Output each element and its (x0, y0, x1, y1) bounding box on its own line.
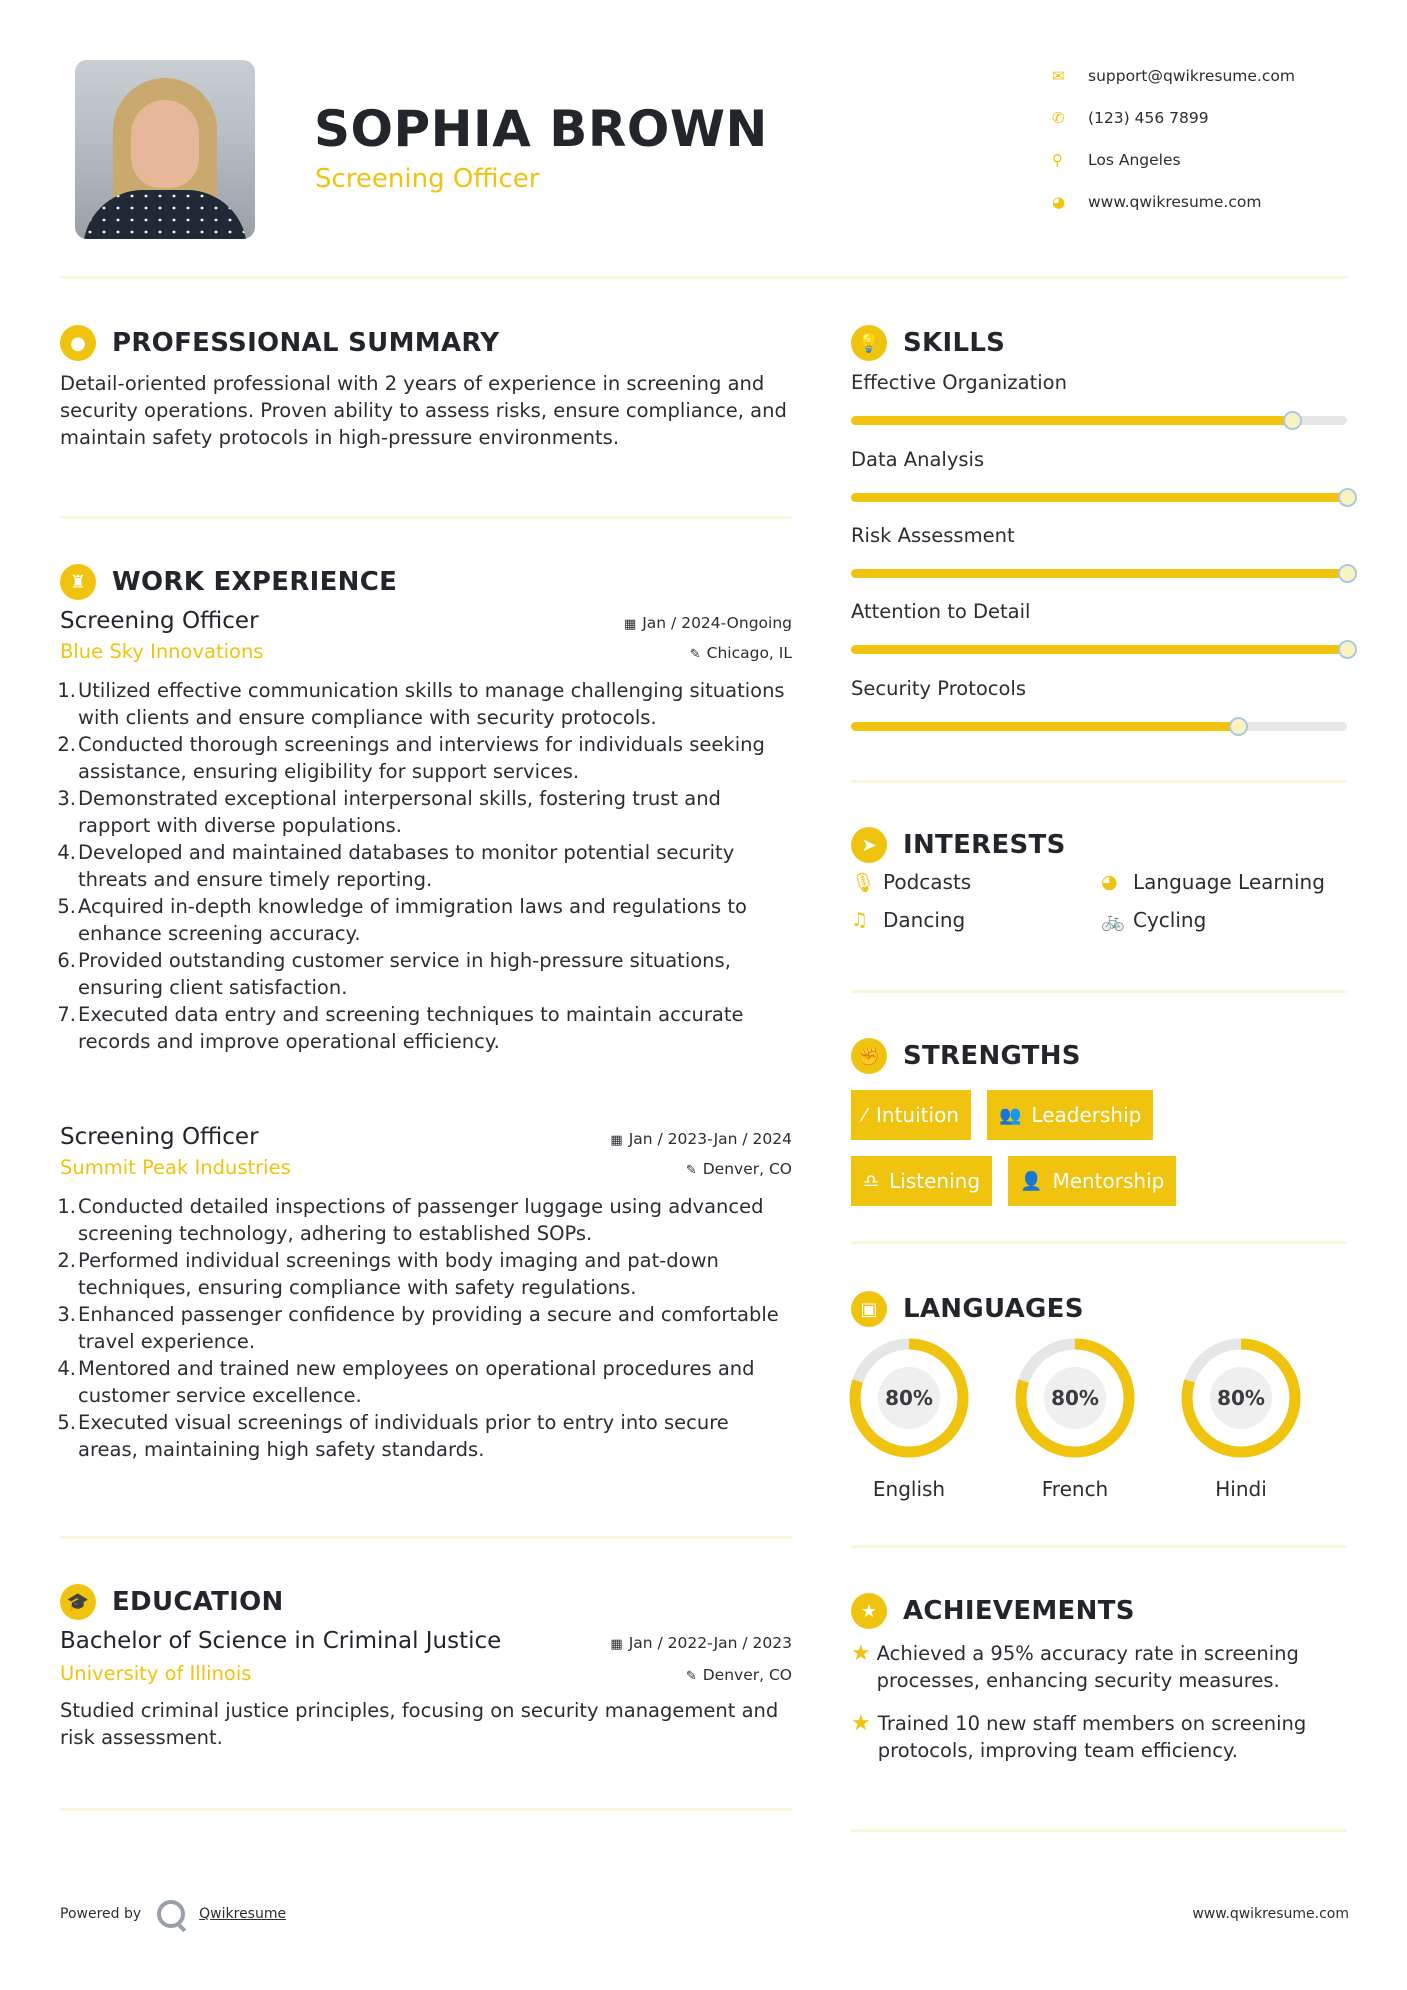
job-location (686, 1160, 792, 1178)
education-title: EDUCATION (112, 1587, 284, 1617)
profile-photo (75, 60, 255, 239)
microphone-icon: 🎙 (851, 871, 876, 894)
job-location-text: Denver, CO (702, 1160, 792, 1178)
skill-knob (1229, 717, 1248, 736)
strengths-title: STRENGTHS (903, 1041, 1081, 1071)
skill-label: Risk Assessment (851, 524, 1015, 547)
school: University of Illinois (60, 1662, 252, 1685)
interest-label: Podcasts (883, 870, 972, 894)
languages-heading (851, 1291, 1084, 1327)
strength-label: Intuition (876, 1103, 959, 1127)
language-name: French (1041, 1477, 1109, 1501)
skill-bar (851, 569, 1347, 578)
skill-fill (851, 722, 1238, 731)
achievements-title: ACHIEVEMENTS (903, 1596, 1135, 1626)
languages-divider (851, 1545, 1347, 1548)
skill-bar (851, 645, 1347, 654)
contact-location-text: Los Angeles (1088, 151, 1181, 169)
interest-label: Language Learning (1133, 870, 1325, 894)
shooting-star-icon: ★ (851, 1711, 871, 1736)
paper-plane-icon: ➤ (851, 827, 887, 863)
job-bullet: 5. Executed visual screenings of individuals prior to entry into secure areas, maintaining high safety standards. (57, 1411, 729, 1461)
strength-tag (987, 1090, 1153, 1140)
job-dates-text: Jan / 2023-Jan / 2024 (628, 1130, 792, 1148)
education-dates (610, 1634, 792, 1652)
language-percent: 80% (1051, 1386, 1099, 1410)
job-bullet: 5. Acquired in-depth knowledge of immigration laws and regulations to enhance screening accuracy. (57, 895, 747, 945)
education-description: Studied criminal justice principles, focusing on security management and risk assessment. (60, 1699, 779, 1749)
skill-item (851, 600, 1347, 654)
strength-label: Leadership (1031, 1103, 1142, 1127)
skill-knob (1283, 411, 1302, 430)
job-location (690, 644, 792, 662)
envelope-icon: ✉ (1052, 67, 1065, 85)
summary-heading (60, 325, 499, 361)
interest-item (1101, 870, 1351, 894)
experience-title: WORK EXPERIENCE (112, 567, 398, 597)
job-bullet: 3. Demonstrated exceptional interpersonal skills, fostering trust and rapport with diverse populations. (57, 787, 721, 837)
photo-face (131, 100, 199, 188)
shooting-star-icon: ★ (851, 1641, 871, 1666)
language-ring (1014, 1337, 1136, 1459)
languages-title: LANGUAGES (903, 1294, 1084, 1324)
job-title-row (60, 608, 792, 634)
skills-heading (851, 325, 1005, 361)
job-bullet: 6. Provided outstanding customer service in high-pressure situations, ensuring client satisfaction. (57, 949, 731, 999)
star-badge-icon: ★ (851, 1593, 887, 1629)
qwikresume-link[interactable]: Qwikresume (199, 1906, 287, 1922)
job-bullet: 2. Performed individual screenings with body imaging and pat-down techniques, ensuring compliance with safety regulations. (57, 1249, 719, 1299)
education-location (686, 1666, 792, 1684)
calendar-icon: ▦ (610, 1133, 623, 1148)
job-bullet: 4. Mentored and trained new employees on operational procedures and customer service excellence. (57, 1357, 755, 1407)
magic-wand-icon: ⁄ (863, 1104, 867, 1126)
achievements-divider (851, 1829, 1347, 1832)
job-title: Screening Officer (60, 608, 259, 634)
language-ring (848, 1337, 970, 1459)
globe-icon: ◕ (1101, 871, 1118, 893)
calendar-icon: ▦ (610, 1637, 623, 1652)
education-entry (60, 1628, 792, 1751)
phone-icon: ✆ (1052, 109, 1065, 127)
strength-label: Mentorship (1052, 1169, 1165, 1193)
job-dates-text: Jan / 2024-Ongoing (642, 614, 792, 632)
language-name: Hindi (1215, 1477, 1267, 1501)
job-bullet: 1. Utilized effective communication skills to manage challenging situations with clients and ensure compliance with security protocols. (57, 679, 785, 729)
skills-title: SKILLS (903, 328, 1006, 358)
interest-item (1101, 908, 1351, 932)
skill-fill (851, 569, 1347, 578)
achievement-text: Achieved a 95% accuracy rate in screening processes, enhancing security measures. (876, 1642, 1299, 1692)
contact-phone[interactable] (1050, 97, 1380, 139)
language-ring (1180, 1337, 1302, 1459)
experience-heading (60, 564, 397, 600)
job-bullet: 4. Developed and maintained databases to monitor potential security threats and ensure timely reporting. (57, 841, 735, 891)
skill-bar (851, 416, 1347, 425)
job-dates (610, 1130, 792, 1148)
job-company-row (60, 640, 792, 663)
strengths-heading (851, 1038, 1081, 1074)
interests-divider (851, 990, 1347, 993)
education-dates-text: Jan / 2022-Jan / 2023 (628, 1634, 792, 1652)
headphones-icon: ♎ (863, 1170, 880, 1192)
contact-phone-text: (123) 456 7899 (1088, 109, 1209, 127)
skill-knob (1338, 640, 1357, 659)
pushpin-icon: ✎ (689, 647, 701, 662)
strengths-row (851, 1090, 1351, 1140)
user-icon: ● (60, 325, 96, 361)
skill-knob (1338, 488, 1357, 507)
skill-knob (1338, 564, 1357, 583)
skill-label: Security Protocols (851, 677, 1027, 700)
skill-label: Effective Organization (851, 371, 1067, 394)
skill-item (851, 371, 1347, 425)
group-icon: 👥 (998, 1104, 1022, 1126)
skill-fill (851, 416, 1292, 425)
job-bullet: 7. Executed data entry and screening techniques to maintain accurate records and improve operational efficiency. (57, 1003, 744, 1053)
skill-label: Attention to Detail (851, 600, 1031, 623)
job-bullet: 3. Enhanced passenger confidence by providing a secure and comfortable travel experience. (57, 1303, 779, 1353)
strength-tag (1008, 1156, 1176, 1206)
skill-fill (851, 493, 1347, 502)
interest-label: Dancing (883, 908, 966, 932)
footer-website[interactable]: www.qwikresume.com (1192, 1906, 1349, 1922)
achievement-item (851, 1640, 1351, 1694)
strength-tag (851, 1090, 971, 1140)
contact-email[interactable] (1050, 55, 1380, 97)
experience-divider (60, 1536, 792, 1539)
education-title-row (60, 1628, 792, 1654)
footer-powered-by (60, 1900, 286, 1928)
contact-location (1050, 139, 1380, 181)
language-item (1180, 1337, 1346, 1501)
pushpin-icon: ✎ (685, 1669, 697, 1684)
skill-item (851, 448, 1347, 502)
interests-heading (851, 827, 1066, 863)
map-pin-icon: ⚲ (1052, 151, 1063, 169)
chair-icon: ♜ (60, 564, 96, 600)
education-school-row (60, 1662, 792, 1685)
globe-icon: ◕ (1052, 193, 1066, 211)
languages-list (848, 1337, 1346, 1501)
language-item (1014, 1337, 1180, 1501)
achievement-text: Trained 10 new staff members on screening protocols, improving team efficiency. (877, 1712, 1307, 1762)
job-company-row (60, 1156, 792, 1179)
contact-website-text: www.qwikresume.com (1088, 193, 1262, 211)
interest-item (851, 870, 1101, 894)
education-divider (60, 1808, 792, 1811)
strength-label: Listening (889, 1169, 981, 1193)
music-note-icon: ♫ (851, 909, 869, 931)
contact-website[interactable] (1050, 181, 1380, 223)
skill-fill (851, 645, 1347, 654)
achievements-list (851, 1640, 1351, 1780)
calendar-icon: ▦ (623, 617, 637, 632)
pushpin-icon: ✎ (685, 1163, 697, 1178)
interests-list (851, 870, 1351, 932)
summary-title: PROFESSIONAL SUMMARY (112, 328, 500, 358)
job-location-text: Chicago, IL (706, 644, 792, 662)
strength-tag (851, 1156, 992, 1206)
education-location-text: Denver, CO (702, 1666, 792, 1684)
job-title-row (60, 1124, 792, 1150)
language-name: English (872, 1477, 946, 1501)
job-entry (57, 1124, 792, 1463)
strengths-row (851, 1156, 1351, 1206)
skills-divider (851, 780, 1347, 783)
interests-title: INTERESTS (903, 830, 1066, 860)
user-plus-icon: 👤 (1020, 1170, 1043, 1192)
skill-label: Data Analysis (851, 448, 985, 471)
strengths-divider (851, 1241, 1347, 1244)
lightbulb-icon: 💡 (851, 325, 887, 361)
interest-label: Cycling (1133, 908, 1207, 932)
job-title: Screening Officer (60, 1124, 259, 1150)
strengths-list (851, 1090, 1351, 1222)
interest-item (851, 908, 1101, 932)
powered-by-label: Powered by (60, 1906, 142, 1922)
summary-divider (60, 516, 792, 519)
translate-icon: ▣ (851, 1291, 887, 1327)
bicycle-icon: 🚲 (1101, 909, 1125, 932)
job-bullets (57, 1193, 792, 1463)
achievements-heading (851, 1593, 1135, 1629)
education-heading (60, 1584, 284, 1620)
skill-bar (851, 493, 1347, 502)
candidate-role: Screening Officer (315, 164, 540, 194)
language-item (848, 1337, 1014, 1501)
fist-icon: ✊ (851, 1038, 887, 1074)
job-company: Summit Peak Industries (60, 1156, 291, 1179)
skill-bar (851, 722, 1347, 731)
job-company: Blue Sky Innovations (60, 640, 264, 663)
skill-item (851, 677, 1347, 731)
contact-email-text: support@qwikresume.com (1088, 67, 1295, 85)
candidate-name: SOPHIA BROWN (314, 100, 768, 158)
qwikresume-logo-icon (157, 1900, 185, 1928)
language-percent: 80% (1217, 1386, 1265, 1410)
job-entry (57, 608, 792, 1055)
graduate-icon: 🎓 (60, 1584, 96, 1620)
achievement-item (851, 1710, 1351, 1764)
degree: Bachelor of Science in Criminal Justice (60, 1628, 502, 1654)
job-dates (624, 614, 792, 632)
contact-list (1050, 55, 1380, 223)
summary-text: Detail-oriented professional with 2 years of experience in screening and security operations. Proven ability to assess risks, ensure compliance, and maintain safety protocols in high-pressure environments. (60, 372, 787, 449)
job-bullet: 2. Conducted thorough screenings and interviews for individuals seeking assistance, ensuring eligibility for support services. (57, 733, 765, 783)
job-bullets (57, 677, 792, 1055)
header-divider (60, 276, 1348, 279)
skill-item (851, 524, 1347, 578)
photo-shirt (83, 190, 247, 239)
language-percent: 80% (885, 1386, 933, 1410)
job-bullet: 1. Conducted detailed inspections of passenger luggage using advanced screening technology, adhering to established SOPs. (57, 1195, 764, 1245)
